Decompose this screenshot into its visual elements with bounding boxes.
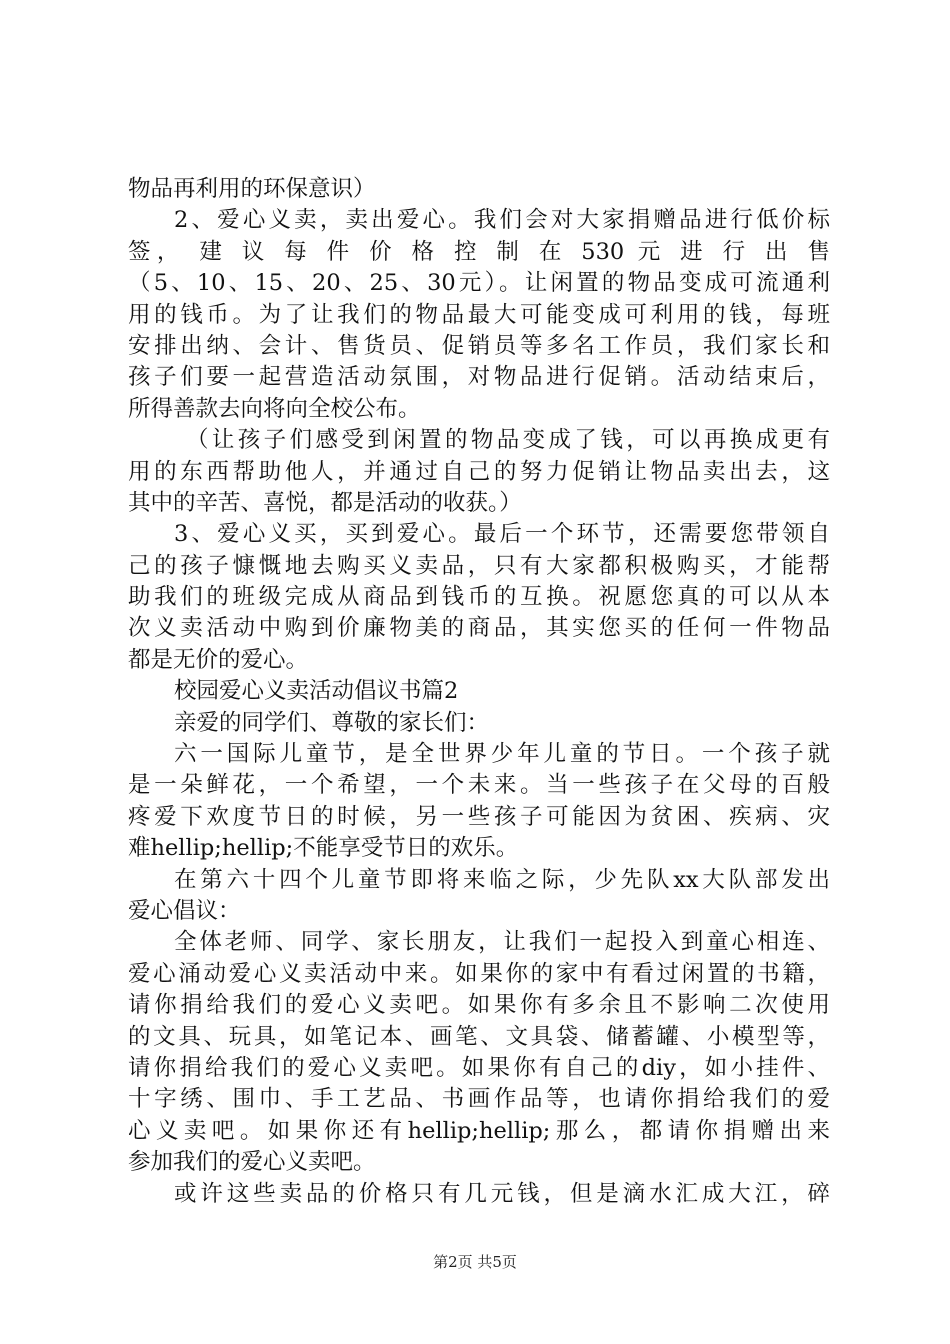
text-line: 2、爱心义卖，卖出爱心。我们会对大家捐赠品进行低价标 <box>174 207 830 234</box>
text-line: 己的孩子慷慨地去购买义卖品，只有大家都积极购买，才能帮 <box>128 552 830 579</box>
text-line: 次义卖活动中购到价廉物美的商品，其实您买的任何一件物品 <box>128 615 830 642</box>
text-line: 参加我们的爱心义卖吧。 <box>128 1149 376 1176</box>
text-line: 孩子们要一起营造活动氛围，对物品进行促销。活动结束后， <box>128 364 830 391</box>
section-heading: 校园爱心义卖活动倡议书篇2 <box>174 678 459 705</box>
text-line: 六一国际儿童节，是全世界少年儿童的节日。一个孩子就 <box>174 741 830 768</box>
text-line: 其中的辛苦、喜悦，都是活动的收获。） <box>128 489 522 516</box>
text-line: 全体老师、同学、家长朋友，让我们一起投入到童心相连、 <box>174 929 830 956</box>
text-line: 签， 建 议 每 件 价 格 控 制 在 530 元 进 行 出 售 <box>128 238 830 265</box>
text-line: 疼爱下欢度节日的时候，另一些孩子可能因为贫困、疾病、灾 <box>128 803 830 830</box>
text-line: （5、10、15、20、25、30元）。让闲置的物品变成可流通利 <box>128 270 830 297</box>
text-line: 心义卖吧。如果你还有hellip;hellip;那么，都请你捐赠出来 <box>128 1117 830 1144</box>
text-line: 在第六十四个儿童节即将来临之际，少先队xx大队部发出 <box>174 866 830 893</box>
text-line: 物品再利用的环保意识） <box>128 176 376 202</box>
text-line: 难hellip;hellip;不能享受节日的欢乐。 <box>128 835 519 862</box>
text-line: 安排出纳、会计、售货员、促销员等多名工作员，我们家长和 <box>128 332 830 359</box>
text-line: 十字绣、围巾、手工艺品、书画作品等，也请你捐给我们的爱 <box>128 1086 830 1113</box>
text-line: 爱心倡议： <box>128 897 241 924</box>
text-line: （让孩子们感受到闲置的物品变成了钱，可以再换成更有 <box>186 427 830 454</box>
text-line: 都是无价的爱心。 <box>128 646 309 673</box>
document-body <box>128 174 830 1210</box>
text-line: 用的东西帮助他人，并通过自己的努力促销让物品卖出去，这 <box>128 458 830 485</box>
text-line: 助我们的班级完成从商品到钱币的互换。祝愿您真的可以从本 <box>128 584 830 611</box>
page-number-footer: 第2页 共5页 <box>433 1253 517 1271</box>
text-line: 所得善款去向将向全校公布。 <box>128 395 421 422</box>
text-line: 请你捐给我们的爱心义卖吧。如果你有多余且不影响二次使用 <box>128 992 830 1019</box>
text-line: 请你捐给我们的爱心义卖吧。如果你有自己的diy，如小挂件、 <box>128 1054 830 1081</box>
text-line: 爱心涌动爱心义卖活动中来。如果你的家中有看过闲置的书籍， <box>128 960 830 987</box>
text-line: 用的钱币。为了让我们的物品最大可能变成可利用的钱，每班 <box>128 301 830 328</box>
text-line: 的文具、玩具，如笔记本、画笔、文具袋、储蓄罐、小模型等， <box>128 1023 830 1050</box>
text-line: 是一朵鲜花，一个希望，一个未来。当一些孩子在父母的百般 <box>128 772 830 799</box>
text-line: 3、爱心义买，买到爱心。最后一个环节，还需要您带领自 <box>174 521 830 548</box>
text-line: 或许这些卖品的价格只有几元钱，但是滴水汇成大江，碎 <box>174 1180 830 1207</box>
salutation: 亲爱的同学们、尊敬的家长们： <box>174 709 490 736</box>
